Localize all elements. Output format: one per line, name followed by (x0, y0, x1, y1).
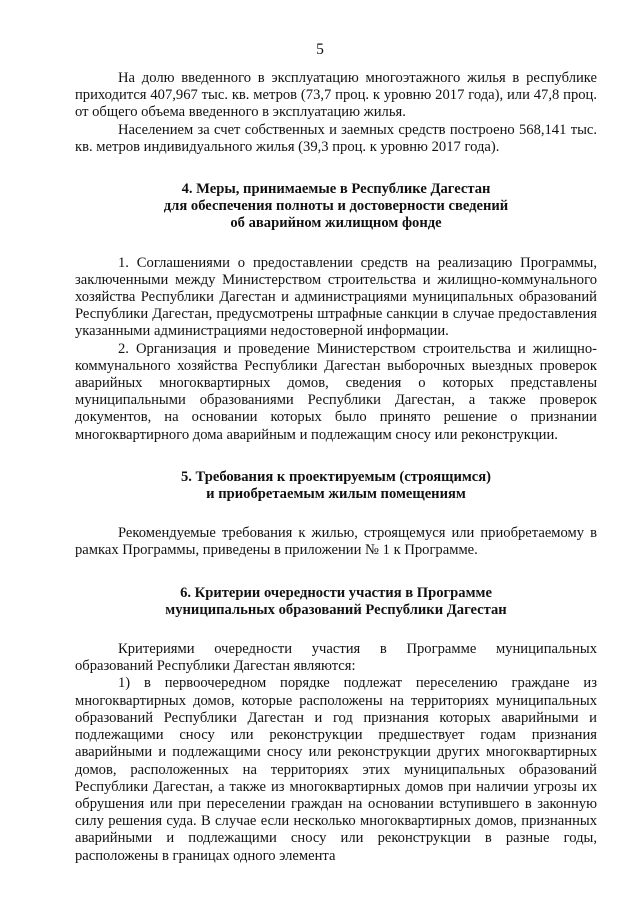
spacer (75, 444, 597, 469)
section-6-heading-line-1: 6. Критерии очередности участия в Программе (180, 584, 492, 601)
spacer (75, 560, 597, 585)
section-6-heading (75, 585, 597, 619)
section-6-heading-line-2: муниципальных образований Республики Дагестан (165, 601, 507, 618)
spacer (75, 619, 597, 641)
section-4-paragraph-1: 1. Соглашениями о предоставлении средств на реализацию Программы, заключенными между Министерством строительства и жилищно-коммунального хозяйства Республики Дагестан и администрациями муниципальных образований Республики Дагестан, предусмотрены штрафные санкции в случае предоставления указанными администрациями недостоверной информации. (75, 254, 597, 340)
section-4-heading-line-3: об аварийном жилищном фонде (230, 215, 442, 232)
section-6-paragraph-1: Критериями очередности участия в Программе муниципальных образований Республики Дагестан являются: (75, 641, 597, 675)
section-4-paragraph-2: 2. Организация и проведение Министерством строительства и жилищно-коммунального хозяйства Республики Дагестан выборочных выездных проверок аварийных многоквартирных домов, сведения о которых представлены муниципальными образованиями Республики Дагестан, а также проверок документов, на основании которых было принято решение о признании многоквартирного дома аварийным и подлежащим сносу или реконструкции. (75, 340, 597, 443)
section-4-heading-line-1: 4. Меры, принимаемые в Республике Дагестан (181, 181, 491, 198)
section-5-heading-line-2: и приобретаемым жилым помещениям (206, 486, 466, 503)
spacer (75, 233, 597, 255)
section-4-heading-line-2: для обеспечения полноты и достоверности сведений (163, 198, 509, 215)
paragraph-individual-housing: Населением за счет собственных и заемных средств построено 568,141 тыс. кв. метров индивидуального жилья (39,3 проц. к уровню 2017 года). (75, 121, 597, 155)
section-5-paragraph-1: Рекомендуемые требования к жилью, строящемуся или приобретаемому в рамках Программы, приведены в приложении № 1 к Программе. (75, 525, 597, 559)
spacer (75, 503, 597, 525)
section-5-heading (75, 469, 597, 503)
page-number: 5 (316, 41, 324, 58)
section-4-heading (75, 181, 597, 233)
section-5-heading-line-1: 5. Требования к проектируемым (строящимся) (180, 468, 492, 485)
spacer (75, 156, 597, 181)
section-6-paragraph-2: 1) в первоочередном порядке подлежат переселению граждане из многоквартирных домов, которые расположены на территориях муниципальных образований Республики Дагестан и год признания которых аварийными и подлежащими сносу или реконструкции предшествует годам признания аварийными и подлежащими сносу или реконструкции других многоквартирных домов, расположенных на территориях этих муниципальных образований Республики Дагестан, а также из многоквартирных домов при наличии угрозы их обрушения или при переселении граждан на основании вступившего в законную силу решения суда. В случае если несколько многоквартирных домов, признанных аварийными и подлежащими сносу или реконструкции в разные годы, расположены в границах одного элемента (75, 675, 597, 864)
document-body (75, 70, 597, 865)
paragraph-multistorey-housing: На долю введенного в эксплуатацию многоэтажного жилья в республике приходится 407,967 тыс. кв. метров (73,7 проц. к уровню 2017 года), или 47,8 проц. от общего объема введенного в эксплуатацию жилья. (75, 70, 597, 121)
